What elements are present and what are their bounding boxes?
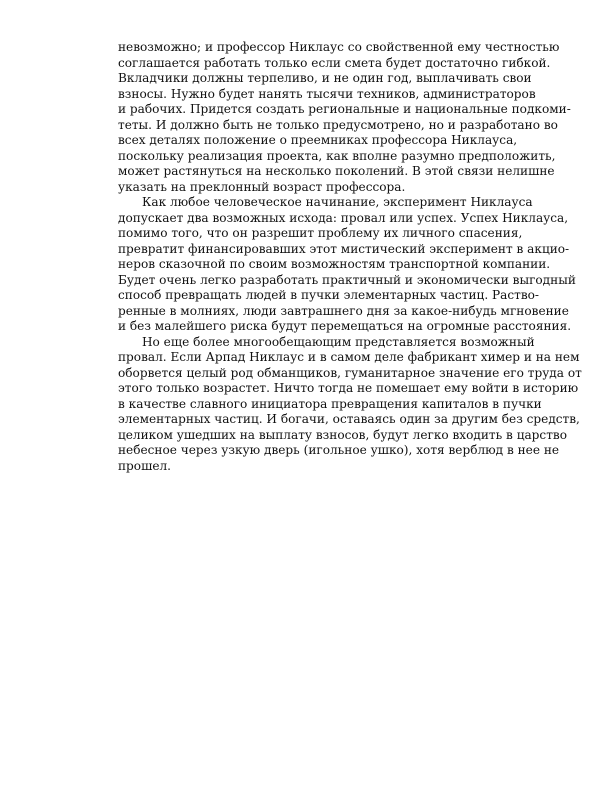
text-line: Но еще более многообещающим представляется возможный xyxy=(142,334,535,349)
text-line: способ превращать людей в пучки элементарных частиц. Раство- xyxy=(118,288,540,302)
text-line: этого только возрастет. Ничто тогда не помешает ему войти в историю xyxy=(118,381,579,395)
text-line: и без малейшего риска будут перемещаться на огромные расстояния. xyxy=(118,319,572,333)
text-line: провал. Если Арпад Никлаус и в самом деле фабрикант химер и на нем xyxy=(118,350,580,364)
text-line: всех деталях положение о преемниках профессора Никлауса, xyxy=(118,133,518,147)
text-line: Как любое человеческое начинание, эксперимент Никлауса xyxy=(142,195,533,209)
text-line: невозможно; и профессор Никлаус со свойственной ему честностью xyxy=(118,40,560,54)
text-line: соглашается работать только если смета будет достаточно гибкой. xyxy=(118,55,551,70)
body-text xyxy=(118,40,582,474)
text-line: указать на преклонный возраст профессора. xyxy=(118,179,406,194)
paragraphs xyxy=(118,40,582,474)
text-line: теты. И должно быть не только предусмотрено, но и разработано во xyxy=(118,117,558,132)
paragraph xyxy=(118,195,576,335)
text-line: прошел. xyxy=(118,458,172,473)
text-line: Будет очень легко разработать практичный и экономически выгодный xyxy=(118,272,576,287)
text-line: в качестве славного инициатора превращения капиталов в пучки xyxy=(118,396,542,411)
text-line: целиком ушедших на выплату взносов, будут легко входить в царство xyxy=(118,427,567,442)
text-line: допускает два возможных исхода: провал или успех. Успех Никлауса, xyxy=(118,210,569,225)
text-line: Вкладчики должны терпеливо, и не один год, выплачивать свои xyxy=(118,71,532,85)
text-line: элементарных частиц. И богачи, оставаясь один за другим без средств, xyxy=(118,412,580,426)
text-line: взносы. Нужно будет нанять тысячи техников, администраторов xyxy=(118,86,536,101)
paragraph xyxy=(118,334,582,475)
text-line: небесное через узкую дверь (игольное ушко), хотя верблюд в нее не xyxy=(118,443,560,457)
text-line: помимо того, что он разрешит проблему их личного спасения, xyxy=(118,226,523,240)
text-line: поскольку реализация проекта, как вполне разумно предположить, xyxy=(118,148,556,163)
text-line: и рабочих. Придется создать региональные и национальные подкоми- xyxy=(118,102,571,116)
text-line: превратит финансировавших этот мистический эксперимент в акцио- xyxy=(118,241,570,256)
paragraph xyxy=(118,40,571,195)
text-line: неров сказочной по своим возможностям транспортной компании. xyxy=(118,257,551,271)
text-line: оборвется целый род обманщиков, гуманитарное значение его труда от xyxy=(118,365,582,380)
text-line: может растянуться на несколько поколений. В этой связи нелишне xyxy=(118,164,555,178)
text-line: ренные в молниях, люди завтрашнего дня за какое-нибудь мгновение xyxy=(118,303,569,318)
